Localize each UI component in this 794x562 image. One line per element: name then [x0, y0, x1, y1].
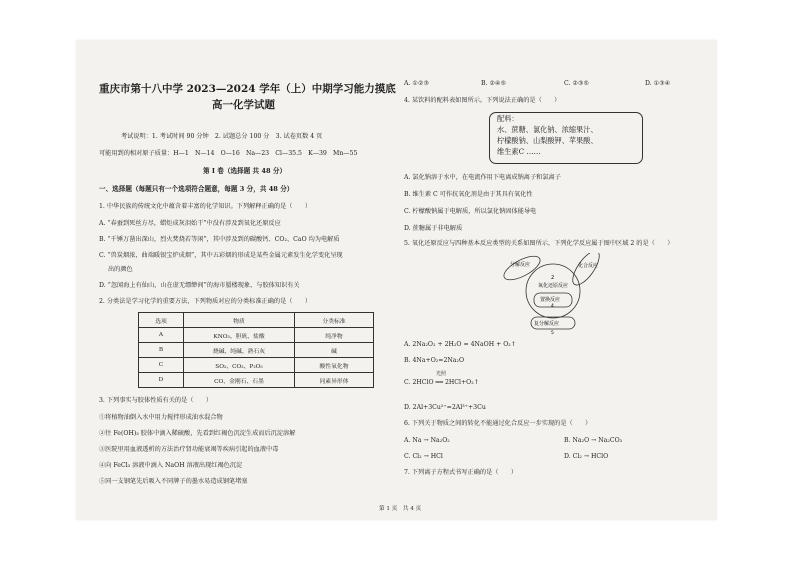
q6-option: A. Na → Na₂O₂	[404, 437, 450, 444]
decomposition-ellipse	[501, 253, 544, 284]
q5-stem: 5. 氧化还原反应与四种基本反应类型的关系如图所示，下列化学反应属于图中区域 2 的是（ ）	[404, 240, 674, 247]
q1-option: B. “千锤万凿出深山，烈火焚烧若等闲”，其中涉及到的碳酸钙、CO₂、CaO 均为电解质	[99, 236, 340, 243]
q5-c-condition: 光照	[436, 371, 447, 377]
table-cell: SO₂、CO₂、P₂O₅	[184, 358, 295, 373]
ingredients-box	[489, 112, 643, 164]
q3-option: D. ①③④	[645, 80, 671, 87]
ingredients-line: 维生素C ……	[497, 147, 541, 156]
table-cell: C	[139, 358, 184, 373]
classification-table	[138, 312, 374, 388]
table-header: 选项	[139, 313, 184, 328]
table-row	[139, 373, 374, 388]
q4-stem: 4. 某饮料的配料表如图所示。下列说法正确的是（ ）	[404, 97, 561, 104]
q6-option: B. Na₂O → Na₂CO₃	[564, 437, 623, 444]
decomposition-label: 分解反应	[510, 262, 531, 268]
q3-item: ①将植物油倒入水中用力搅拌形成油水混合物	[99, 414, 223, 421]
exam-title-line1: 重庆市第十八中学 2023—2024 学年（上）中期学习能力摸底	[99, 83, 396, 95]
q3-item: ②往 Fe(OH)₃ 胶体中滴入稀硫酸，先看到红褐色沉淀生成而后沉淀溶解	[99, 430, 296, 437]
q1-option: D. “忽闻海上有仙山，山在虚无缥缈间”的海市蜃楼现象，与胶体知识有关	[99, 282, 300, 289]
exam-title-line2: 高一化学试题	[212, 99, 275, 111]
table-cell: CO、金刚石、石墨	[184, 373, 295, 388]
q3-item: ③医院里用血液透析的方法治疗肾功能衰竭等疾病引起的血液中毒	[99, 446, 279, 453]
q3-option: C. ②③⑤	[564, 80, 590, 87]
redox-circle	[526, 264, 580, 318]
ingredients-label: 配料：	[497, 114, 519, 123]
atomic-masses: 可能用到的相对原子质量：H—1 N—14 O—16 Na—23 Cl—35.5 K—39 Mn—55	[99, 150, 358, 157]
table-row	[139, 328, 374, 343]
q3-item: ⑤同一支钢笔先后吸入不同牌子的墨水易造成钢笔堵塞	[99, 478, 248, 485]
q6-option: D. Cl₂ → HClO	[564, 453, 609, 460]
q1-stem: 1. 中华民族的传统文化中蕴含着丰富的化学知识。下列解释正确的是（ ）	[99, 203, 312, 210]
q5-option: D. 2Al+3Cu²⁺=2Al³⁺+3Cu	[404, 404, 486, 411]
region-4-label: 4	[551, 304, 554, 309]
table-cell: 酸性氧化物	[295, 358, 374, 373]
table-row	[139, 343, 374, 358]
double-decomposition-label: 复分解反应	[534, 321, 560, 327]
q7-stem: 7. 下列离子方程式书写正确的是（ ）	[404, 469, 518, 476]
q6-option: C. Cl₂ → HCl	[404, 453, 443, 460]
q1-option: C. “兽炭烟浓，曲端暖银宝炉成烟”，其中五彩烟的形成是某些金属元素发生化学变化呈现	[99, 252, 343, 259]
table-cell: KNO₃、胆矾、盐酸	[184, 328, 295, 343]
exam-info: 考试说明：1. 考试时间 90 分钟 2. 试题总分 100 分 3. 试卷页数 4 页	[121, 133, 323, 140]
q3-option: A. ①②③	[404, 80, 430, 87]
table-cell: A	[139, 328, 184, 343]
table-row	[139, 358, 374, 373]
combination-ellipse	[568, 253, 604, 289]
redox-label: 氧化还原反应	[538, 283, 569, 289]
ingredients-line: 柠檬酸钠、山梨酸钾、苹果酸、	[497, 136, 598, 145]
q5-option: B. 4Na+O₂=2Na₂O	[404, 357, 465, 364]
section-title: 一、选择题（每题只有一个选项符合题意，每题 3 分，共 48 分）	[99, 185, 294, 193]
table-cell: 纯净物	[295, 328, 374, 343]
q5-option: C. 2HClO ══ 2HCl+O₂↑	[404, 379, 479, 386]
part-title: 第 I 卷（选择题 共 48 分）	[203, 167, 287, 175]
q4-option: B. 维生素 C 可作抗氧化剂是由于其具有氧化性	[404, 191, 533, 198]
page-footer: 第 1 页 共 4 页	[379, 506, 422, 512]
q3-stem: 3. 下列事实与胶体性质有关的是（ ）	[99, 397, 213, 404]
q5-option: A. 2Na₂O₂ + 2H₂O = 4NaOH + O₂↑	[404, 341, 516, 348]
table-cell: 碱	[295, 343, 374, 358]
q1-option-cont: 出的颜色	[108, 266, 133, 273]
q3-item: ④向 FeCl₃ 溶液中滴入 NaOH 溶液出现红褐色沉淀	[99, 462, 243, 469]
q4-option: D. 蔗糖属于非电解质	[404, 225, 463, 232]
table-cell: D	[139, 373, 184, 388]
combination-label: 化合反应	[578, 263, 599, 269]
q6-stem: 6. 下列关于物质之间的转化不能通过化合反应一步实现的是（ ）	[404, 420, 592, 427]
table-cell: 同素异形体	[295, 373, 374, 388]
region-5-label: 5	[551, 331, 554, 335]
q3-option: B. ②④⑤	[481, 80, 507, 87]
table-cell: B	[139, 343, 184, 358]
q4-option: A. 氯化钠溶于水中，在电流作用下电离成钠离子和氯离子	[404, 174, 561, 181]
table-header: 物质	[184, 313, 295, 328]
q4-option: C. 柠檬酸钠属于电解质，所以氯化钠固体能导电	[404, 208, 537, 215]
table-cell: 烧碱、纯碱、熟石灰	[184, 343, 295, 358]
ingredients-line: 水、蔗糖、氯化钠、浓缩果汁、	[497, 125, 598, 134]
displacement-label: 置换反应	[540, 297, 561, 303]
table-header: 分类标准	[295, 313, 374, 328]
q1-option: A. “春蚕到死丝方尽，蜡炬成灰泪始干”中没有涉及到氧化还原反应	[99, 220, 281, 227]
table-header-row	[139, 313, 374, 328]
reaction-relationship-diagram	[500, 253, 610, 335]
region-2-label: 2	[551, 275, 555, 281]
q2-stem: 2. 分类法是学习化学的重要方法，下列物质对应的分类标准正确的是（ ）	[99, 298, 312, 305]
